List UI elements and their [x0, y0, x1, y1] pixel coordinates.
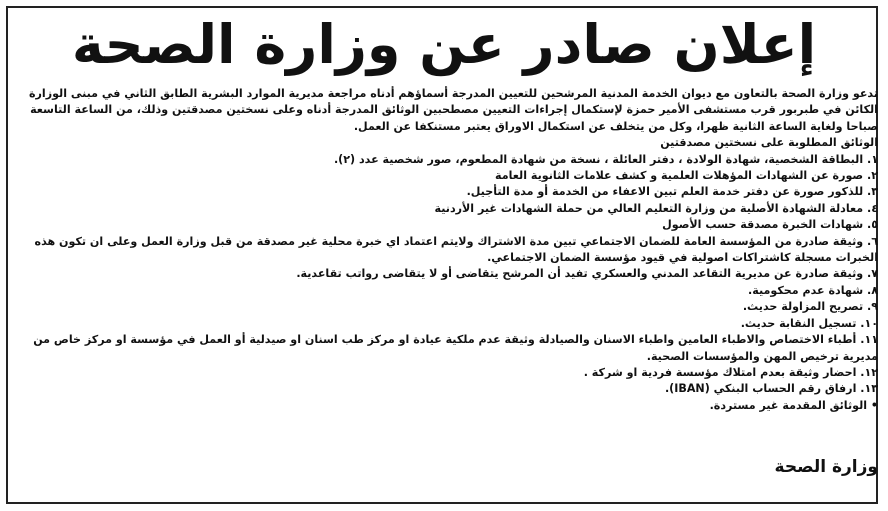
ministry-signature: وزارة الصحة: [774, 457, 878, 477]
documents-note: • الوثائق المقدمة غير مستردة.: [709, 398, 878, 412]
document-item: ٦. وثيقة صادرة من المؤسسة العامة للضمان الاجتماعي تبين مدة الاشتراك ولايتم اعتماد اي خبرة محلية غير مصدقة من قبل وزارة العمل وعلى ان تكون هذه الخبرات مسجلة كاشتراكات اصولية في قيود مؤسسة الضمان الاجتماعي.: [34, 234, 878, 265]
document-item: ١١. أطباء الاختصاص والاطباء العامين واطباء الاسنان والصيادلة وثيقة عدم ملكية عيادة او مركز طب اسنان او صيدلية أو العمل في مؤسسة او مركز خاص من مديرية ترخيص المهن والمؤسسات الصحية.: [33, 333, 878, 363]
document-item: ١٠. تسجيل النقابة حديث.: [740, 316, 878, 330]
intro-paragraph: تدعو وزارة الصحة بالتعاون مع ديوان الخدمة المدنية المرشحين للتعيين المدرجة أسماؤهم أدناه مراجعة مديرية الموارد البشرية الطابق الثاني في مبنى الوزارة الكائن في طبربور قرب مستشفى الأمير حمزة لإستكمال إجراءات التعيين مصطحبين الوثائق المدرجة أدناه وعلى نسختين مصدقتين وذلك، من الساعة التاسعة صباحا ولغاية الساعة الثانية ظهرا، وكل من يتخلف عن استكمال الاوراق يعتبر مستنكفا عن العمل.: [28, 87, 878, 133]
documents-heading: الوثائق المطلوبة على نسختين مصدقتين: [660, 136, 878, 150]
announcement-body: [10, 86, 878, 414]
announcement-title: إعلان صادر عن وزارة الصحة: [71, 13, 817, 76]
document-item: ٩. تصريح المزاولة حديث.: [742, 300, 878, 314]
document-item: ١٢. احضار وثيقة بعدم امتلاك مؤسسة فردية او شركة .: [583, 365, 878, 379]
document-item: ٨. شهادة عدم محكومية.: [748, 283, 878, 297]
document-item: ١. البطاقة الشخصية، شهادة الولادة ، دفتر العائلة ، نسخة من شهادة المطعوم، صور شخصية عدد (٢).: [333, 152, 878, 166]
document-item: ١٣. ارفاق رقم الحساب البنكي (IBAN).: [664, 382, 878, 396]
documents-list: [10, 152, 878, 415]
document-item: ٣. للذكور صورة عن دفتر خدمة العلم تبين الاعفاء من الخدمة أو مدة التأجيل.: [466, 185, 878, 199]
document-item: ٤. معادلة الشهادة الأصلية من وزارة التعليم العالي من حملة الشهادات غير الأردنية: [434, 201, 878, 215]
document-item: ٢. صورة عن الشهادات المؤهلات العلمية و كشف علامات الثانوية العامة: [495, 169, 878, 183]
document-item: ٥. شهادات الخبرة مصدقة حسب الأصول: [662, 218, 878, 232]
document-item: ٧. وثيقة صادرة عن مديرية التقاعد المدني والعسكري تفيد أن المرشح يتقاضى أو لا يتقاضى رواتب تقاعدية.: [296, 267, 878, 281]
